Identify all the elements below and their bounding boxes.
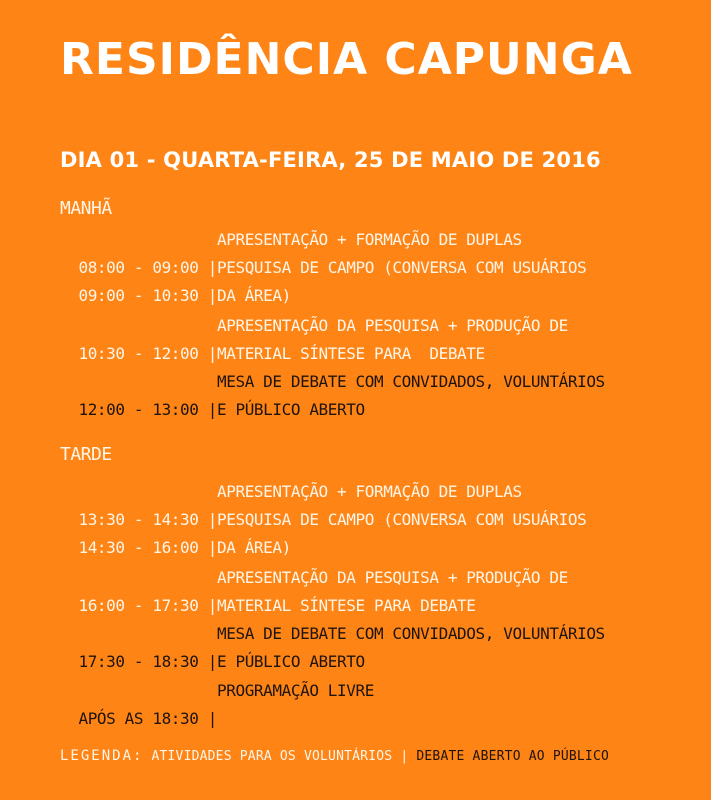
activity-line-2: MATERIAL SÍNTESE PARA DEBATE [217, 596, 476, 615]
activity-line-1: APRESENTAÇÃO + FORMAÇÃO DE DUPLAS [217, 482, 522, 501]
activity-line-1: MESA DE DEBATE COM CONVIDADOS, VOLUNTÁRIOS [217, 372, 605, 391]
activity-line-1: APRESENTAÇÃO DA PESQUISA + PRODUÇÃO DE [217, 316, 568, 335]
schedule-time: 17:30 - 18:30 | [78, 652, 217, 671]
schedule-activity [217, 620, 677, 676]
activity-line-1: PROGRAMAÇÃO LIVRE [217, 681, 374, 700]
schedule-time: 08:00 - 09:00 | [78, 258, 217, 277]
schedule-activity [217, 506, 677, 562]
activity-line-2: DA ÁREA) [217, 286, 291, 305]
schedule-activity [217, 254, 677, 310]
page-title: RESIDÊNCIA CAPUNGA [60, 34, 633, 85]
day-heading: DIA 01 - QUARTA-FEIRA, 25 DE MAIO DE 2016 [60, 148, 601, 172]
activity-line-1: APRESENTAÇÃO + FORMAÇÃO DE DUPLAS [217, 230, 522, 249]
activity-line-2: DA ÁREA) [217, 538, 291, 557]
period-label-morning: MANHÃ [60, 198, 112, 219]
schedule-time: 09:00 - 10:30 | [78, 286, 217, 305]
activity-line-1: PESQUISA DE CAMPO (CONVERSA COM USUÁRIOS [217, 510, 587, 529]
activity-line-1: PESQUISA DE CAMPO (CONVERSA COM USUÁRIOS [217, 258, 587, 277]
activity-line-1: APRESENTAÇÃO DA PESQUISA + PRODUÇÃO DE [217, 568, 568, 587]
activity-line-1: MESA DE DEBATE COM CONVIDADOS, VOLUNTÁRIOS [217, 624, 605, 643]
schedule-time: 14:30 - 16:00 | [78, 538, 217, 557]
schedule-row [60, 368, 605, 452]
legend [60, 748, 609, 764]
schedule-activity [217, 677, 677, 705]
schedule-activity [217, 226, 677, 254]
legend-label: LEGENDA: [60, 748, 144, 764]
schedule-activity [217, 368, 677, 424]
legend-public: DEBATE ABERTO AO PÚBLICO [416, 749, 610, 764]
schedule-time: APÓS AS 18:30 | [78, 709, 217, 728]
activity-line-2: MATERIAL SÍNTESE PARA DEBATE [217, 344, 485, 363]
legend-volunteers: ATIVIDADES PARA OS VOLUNTÁRIOS [151, 749, 393, 764]
activity-line-2: E PÚBLICO ABERTO [217, 400, 365, 419]
schedule-activity [217, 478, 677, 506]
schedule-activity [217, 564, 677, 620]
schedule-activity [217, 312, 677, 368]
schedule-time: 10:30 - 12:00 | [78, 344, 217, 363]
schedule-time: 16:00 - 17:30 | [78, 596, 217, 615]
schedule-time: 12:00 - 13:00 | [78, 400, 217, 419]
schedule-time: 13:30 - 14:30 | [78, 510, 217, 529]
legend-divider: | [400, 749, 409, 764]
period-label-afternoon: TARDE [60, 444, 112, 465]
activity-line-2: E PÚBLICO ABERTO [217, 652, 365, 671]
